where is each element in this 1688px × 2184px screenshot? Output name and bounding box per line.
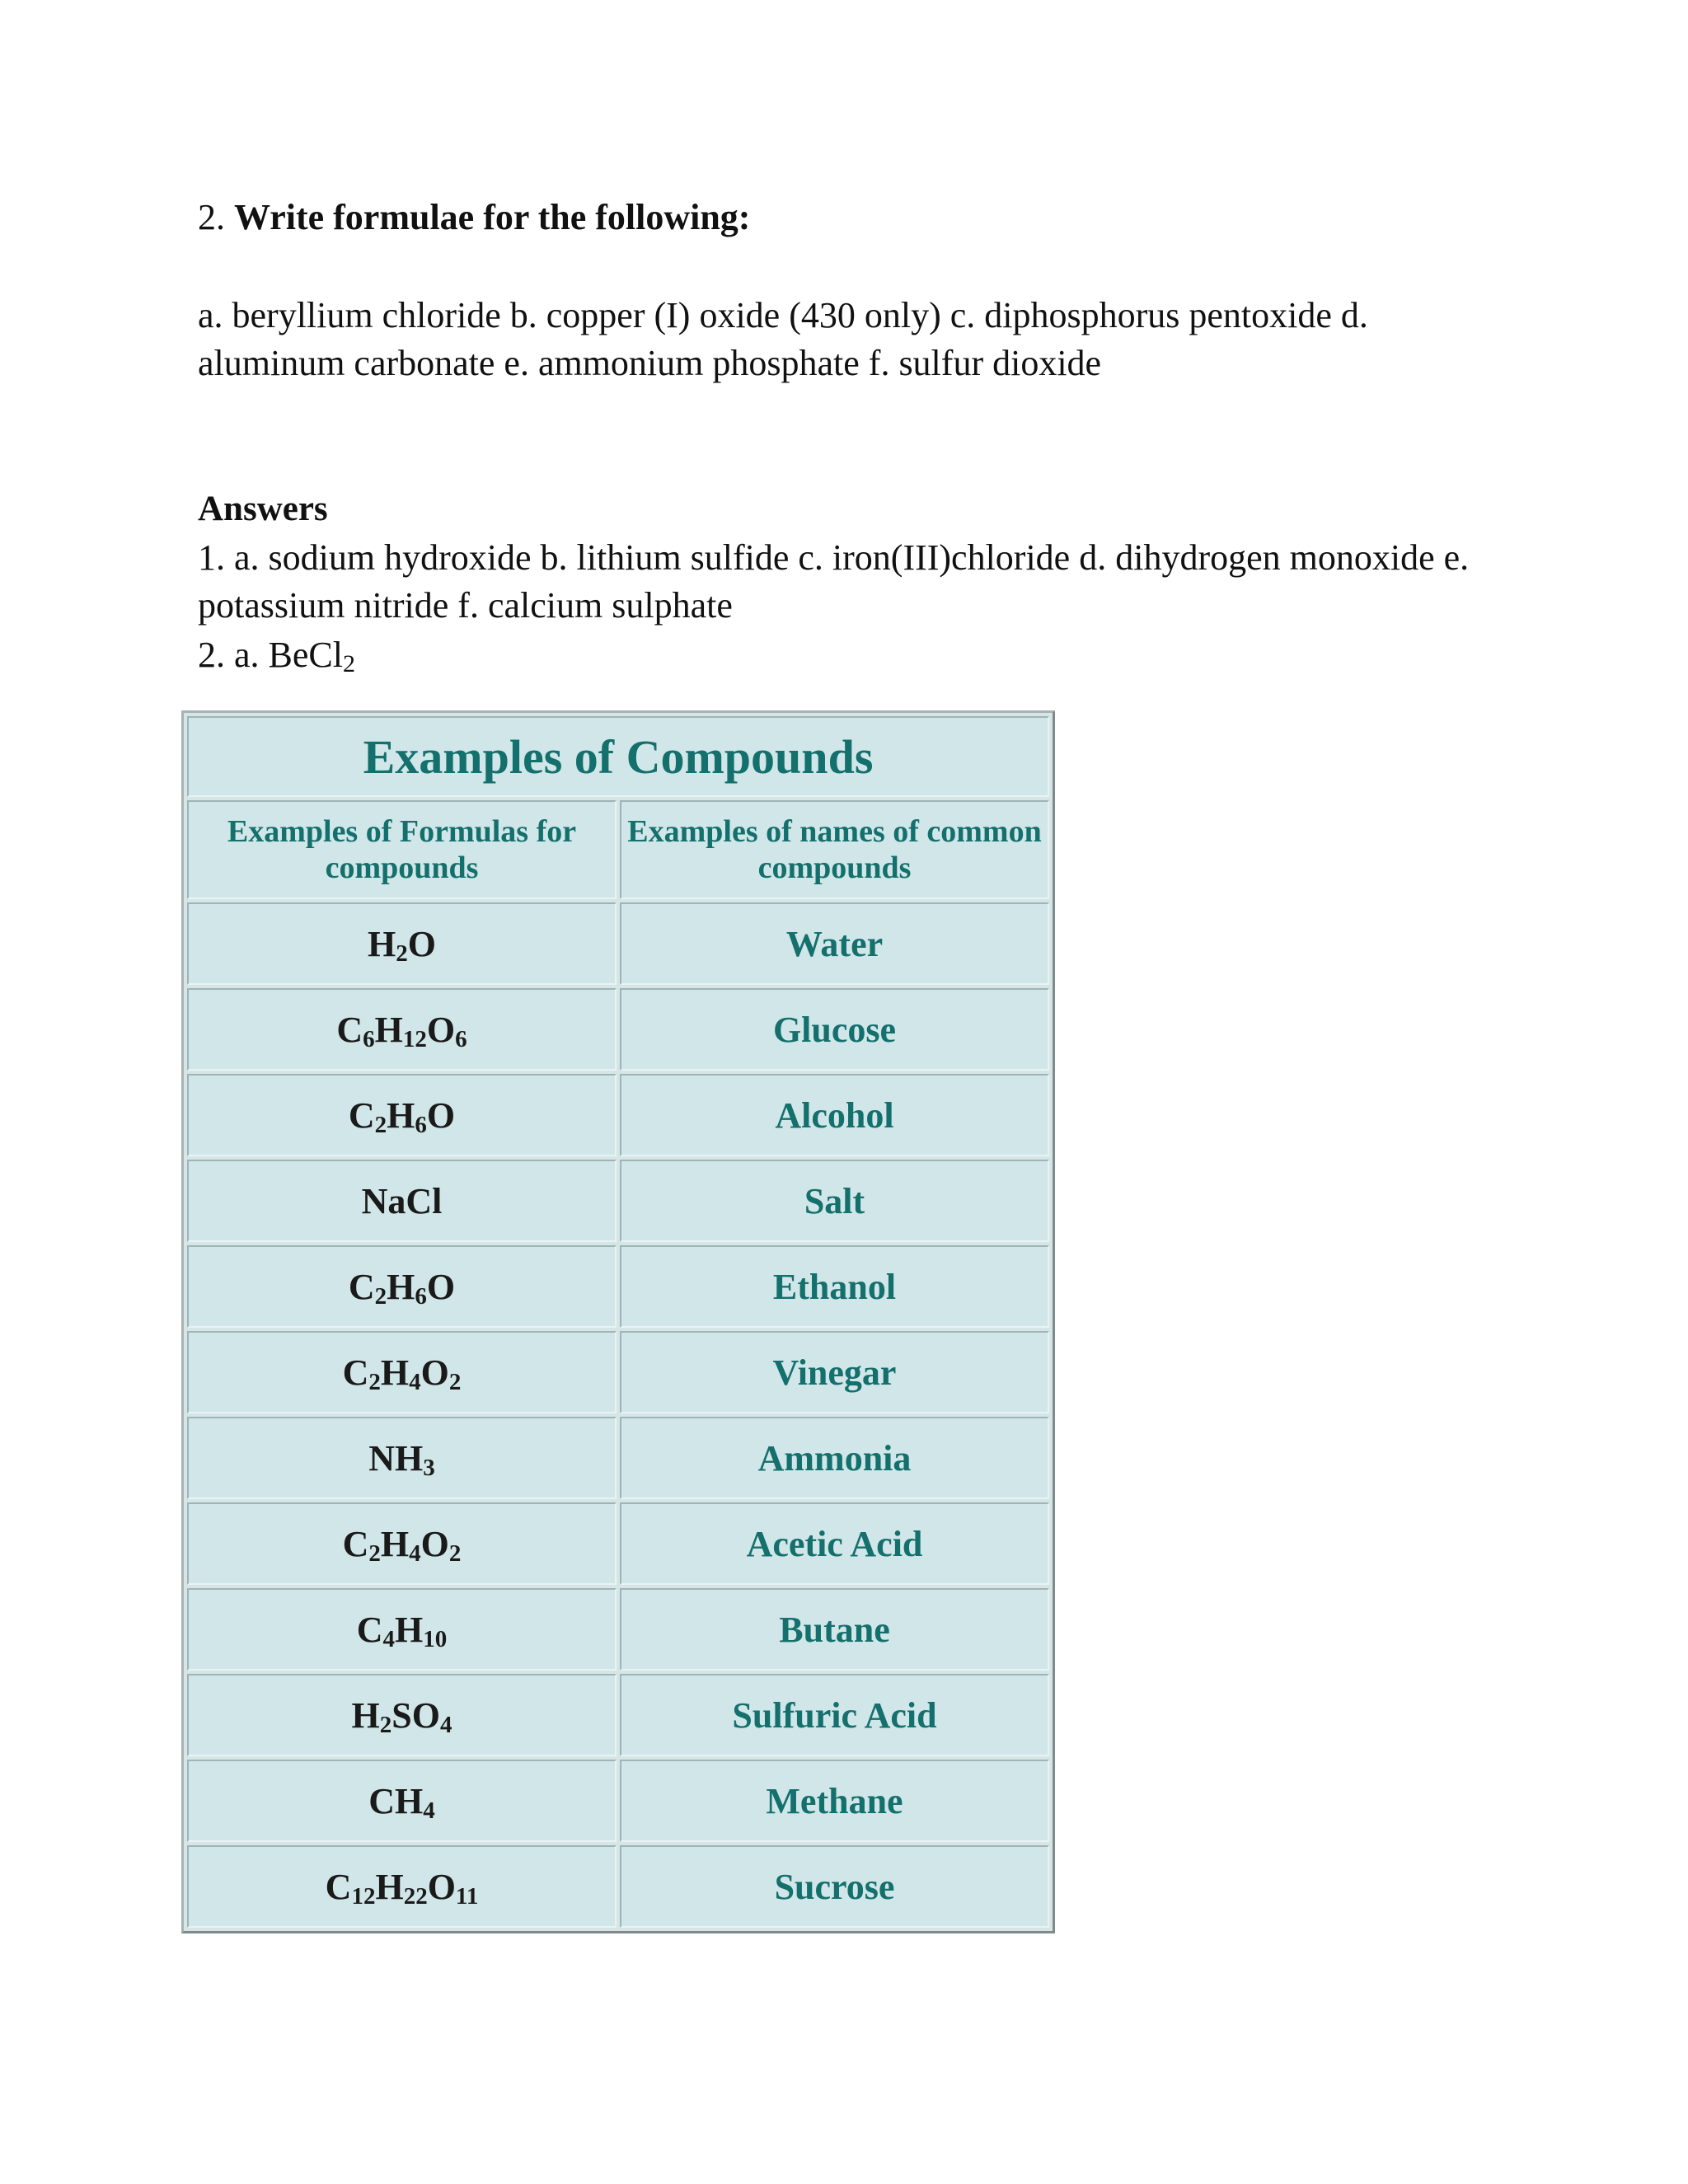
formula-subscript: 11 — [455, 1882, 479, 1910]
column-header-formulas: Examples of Formulas for compounds — [187, 800, 617, 899]
formula-element: C — [342, 1523, 369, 1564]
compound-name-cell: Alcohol — [620, 1074, 1049, 1156]
formula-cell — [187, 1674, 617, 1756]
formula-element: O — [426, 1266, 456, 1307]
formula-cell — [187, 1245, 617, 1328]
formula-subscript: 2 — [379, 1711, 392, 1738]
question-title: Write formulae for the following: — [234, 197, 751, 237]
formula-element: H — [375, 1866, 404, 1907]
formula-subscript: 4 — [423, 1797, 435, 1824]
formula-subscript: 3 — [423, 1454, 435, 1481]
formula-subscript: 2 — [368, 1368, 381, 1395]
formula-subscript: 6 — [455, 1025, 467, 1052]
formula-subscript: 2 — [374, 1282, 387, 1310]
table-row — [187, 1160, 1049, 1242]
formula-element: NaCl — [361, 1180, 443, 1221]
formula-element: CH — [368, 1780, 424, 1821]
formula-cell — [187, 1417, 617, 1499]
formula-subscript: 10 — [423, 1625, 448, 1652]
formula-subscript: 4 — [409, 1540, 421, 1567]
formula-subscript: 2 — [448, 1540, 462, 1567]
compound-name-cell: Butane — [620, 1588, 1049, 1671]
table-row — [187, 1417, 1049, 1499]
answer-line-1: 1. a. sodium hydroxide b. lithium sulfide c. iron(III)chloride d. dihydrogen monoxide e. potassium nitride f. calcium sulphate — [198, 537, 1470, 626]
formula-element: O — [426, 1094, 456, 1136]
formula-element: O — [420, 1523, 449, 1564]
formula-element: O — [420, 1352, 449, 1393]
table-row — [187, 1074, 1049, 1156]
table-title: Examples of Compounds — [187, 716, 1049, 797]
compound-name-cell: Ammonia — [620, 1417, 1049, 1499]
formula-element: H — [387, 1266, 415, 1307]
table-row — [187, 1502, 1049, 1585]
table-row — [187, 988, 1049, 1071]
formula-cell — [187, 1502, 617, 1585]
formula-subscript: 2 — [374, 1111, 387, 1138]
formula-element: C — [336, 1009, 363, 1050]
formula-element: O — [407, 923, 436, 964]
question-heading — [198, 194, 750, 241]
table-row — [187, 1674, 1049, 1756]
formula-cell — [187, 1588, 617, 1671]
compound-name-cell: Vinegar — [620, 1331, 1049, 1413]
formula-subscript: 2 — [448, 1368, 462, 1395]
answer-line-2-text: 2. a. BeCl — [198, 635, 343, 675]
formula-subscript: 4 — [439, 1711, 452, 1738]
formula-element: H — [368, 923, 396, 964]
compound-name-cell: Salt — [620, 1160, 1049, 1242]
formula-element: C — [348, 1094, 375, 1136]
formula-element: C — [342, 1352, 369, 1393]
formula-subscript: 6 — [415, 1111, 427, 1138]
formula-element: H — [380, 1523, 410, 1564]
compound-name-cell: Glucose — [620, 988, 1049, 1071]
formula-cell — [187, 1074, 617, 1156]
formula-element: NH — [368, 1437, 424, 1479]
compound-name-cell: Sucrose — [620, 1845, 1049, 1928]
compound-name-cell: Water — [620, 902, 1049, 985]
formula-cell — [187, 988, 617, 1071]
formula-subscript: 4 — [409, 1368, 421, 1395]
formula-cell — [187, 902, 617, 985]
question-number: 2. — [198, 197, 225, 237]
question-text: a. beryllium chloride b. copper (I) oxide (430 only) c. diphosphorus pentoxide d. aluminum carbonate e. ammonium phosphate f. sulfur dioxide — [198, 295, 1368, 383]
column-header-names: Examples of names of common compounds — [620, 800, 1049, 899]
compound-name-cell: Acetic Acid — [620, 1502, 1049, 1585]
formula-element: H — [351, 1694, 380, 1736]
table-row — [187, 1331, 1049, 1413]
formula-element: O — [427, 1866, 456, 1907]
formula-element: H — [380, 1352, 410, 1393]
answers-heading: Answers — [198, 490, 328, 528]
table-row — [187, 1245, 1049, 1328]
compound-name-cell: Methane — [620, 1760, 1049, 1842]
answer-line-2-subscript: 2 — [342, 650, 355, 677]
formula-cell — [187, 1760, 617, 1842]
formula-element: C — [325, 1866, 352, 1907]
formula-subscript: 2 — [396, 940, 408, 967]
formula-cell — [187, 1160, 617, 1242]
formula-subscript: 4 — [382, 1625, 396, 1652]
answer-line-2 — [198, 631, 355, 679]
compound-name-cell: Ethanol — [620, 1245, 1049, 1328]
table-row — [187, 1845, 1049, 1928]
formula-subscript: 22 — [403, 1882, 428, 1910]
formula-subscript: 12 — [402, 1025, 427, 1052]
formula-subscript: 6 — [363, 1025, 375, 1052]
formula-element: C — [356, 1609, 383, 1650]
formula-element: H — [374, 1009, 403, 1050]
formula-element: SO — [392, 1694, 440, 1736]
table-row — [187, 1588, 1049, 1671]
formula-cell — [187, 1331, 617, 1413]
formula-element: H — [387, 1094, 415, 1136]
compound-name-cell: Sulfuric Acid — [620, 1674, 1049, 1756]
table-row — [187, 1760, 1049, 1842]
formula-cell — [187, 1845, 617, 1928]
formula-subscript: 6 — [415, 1282, 427, 1310]
compounds-table — [181, 710, 1055, 1933]
table-body — [187, 902, 1049, 1928]
formula-element: H — [395, 1609, 424, 1650]
formula-subscript: 2 — [368, 1540, 381, 1567]
formula-element: O — [426, 1009, 456, 1050]
table-row — [187, 902, 1049, 985]
formula-element: C — [348, 1266, 375, 1307]
formula-subscript: 12 — [351, 1882, 376, 1910]
